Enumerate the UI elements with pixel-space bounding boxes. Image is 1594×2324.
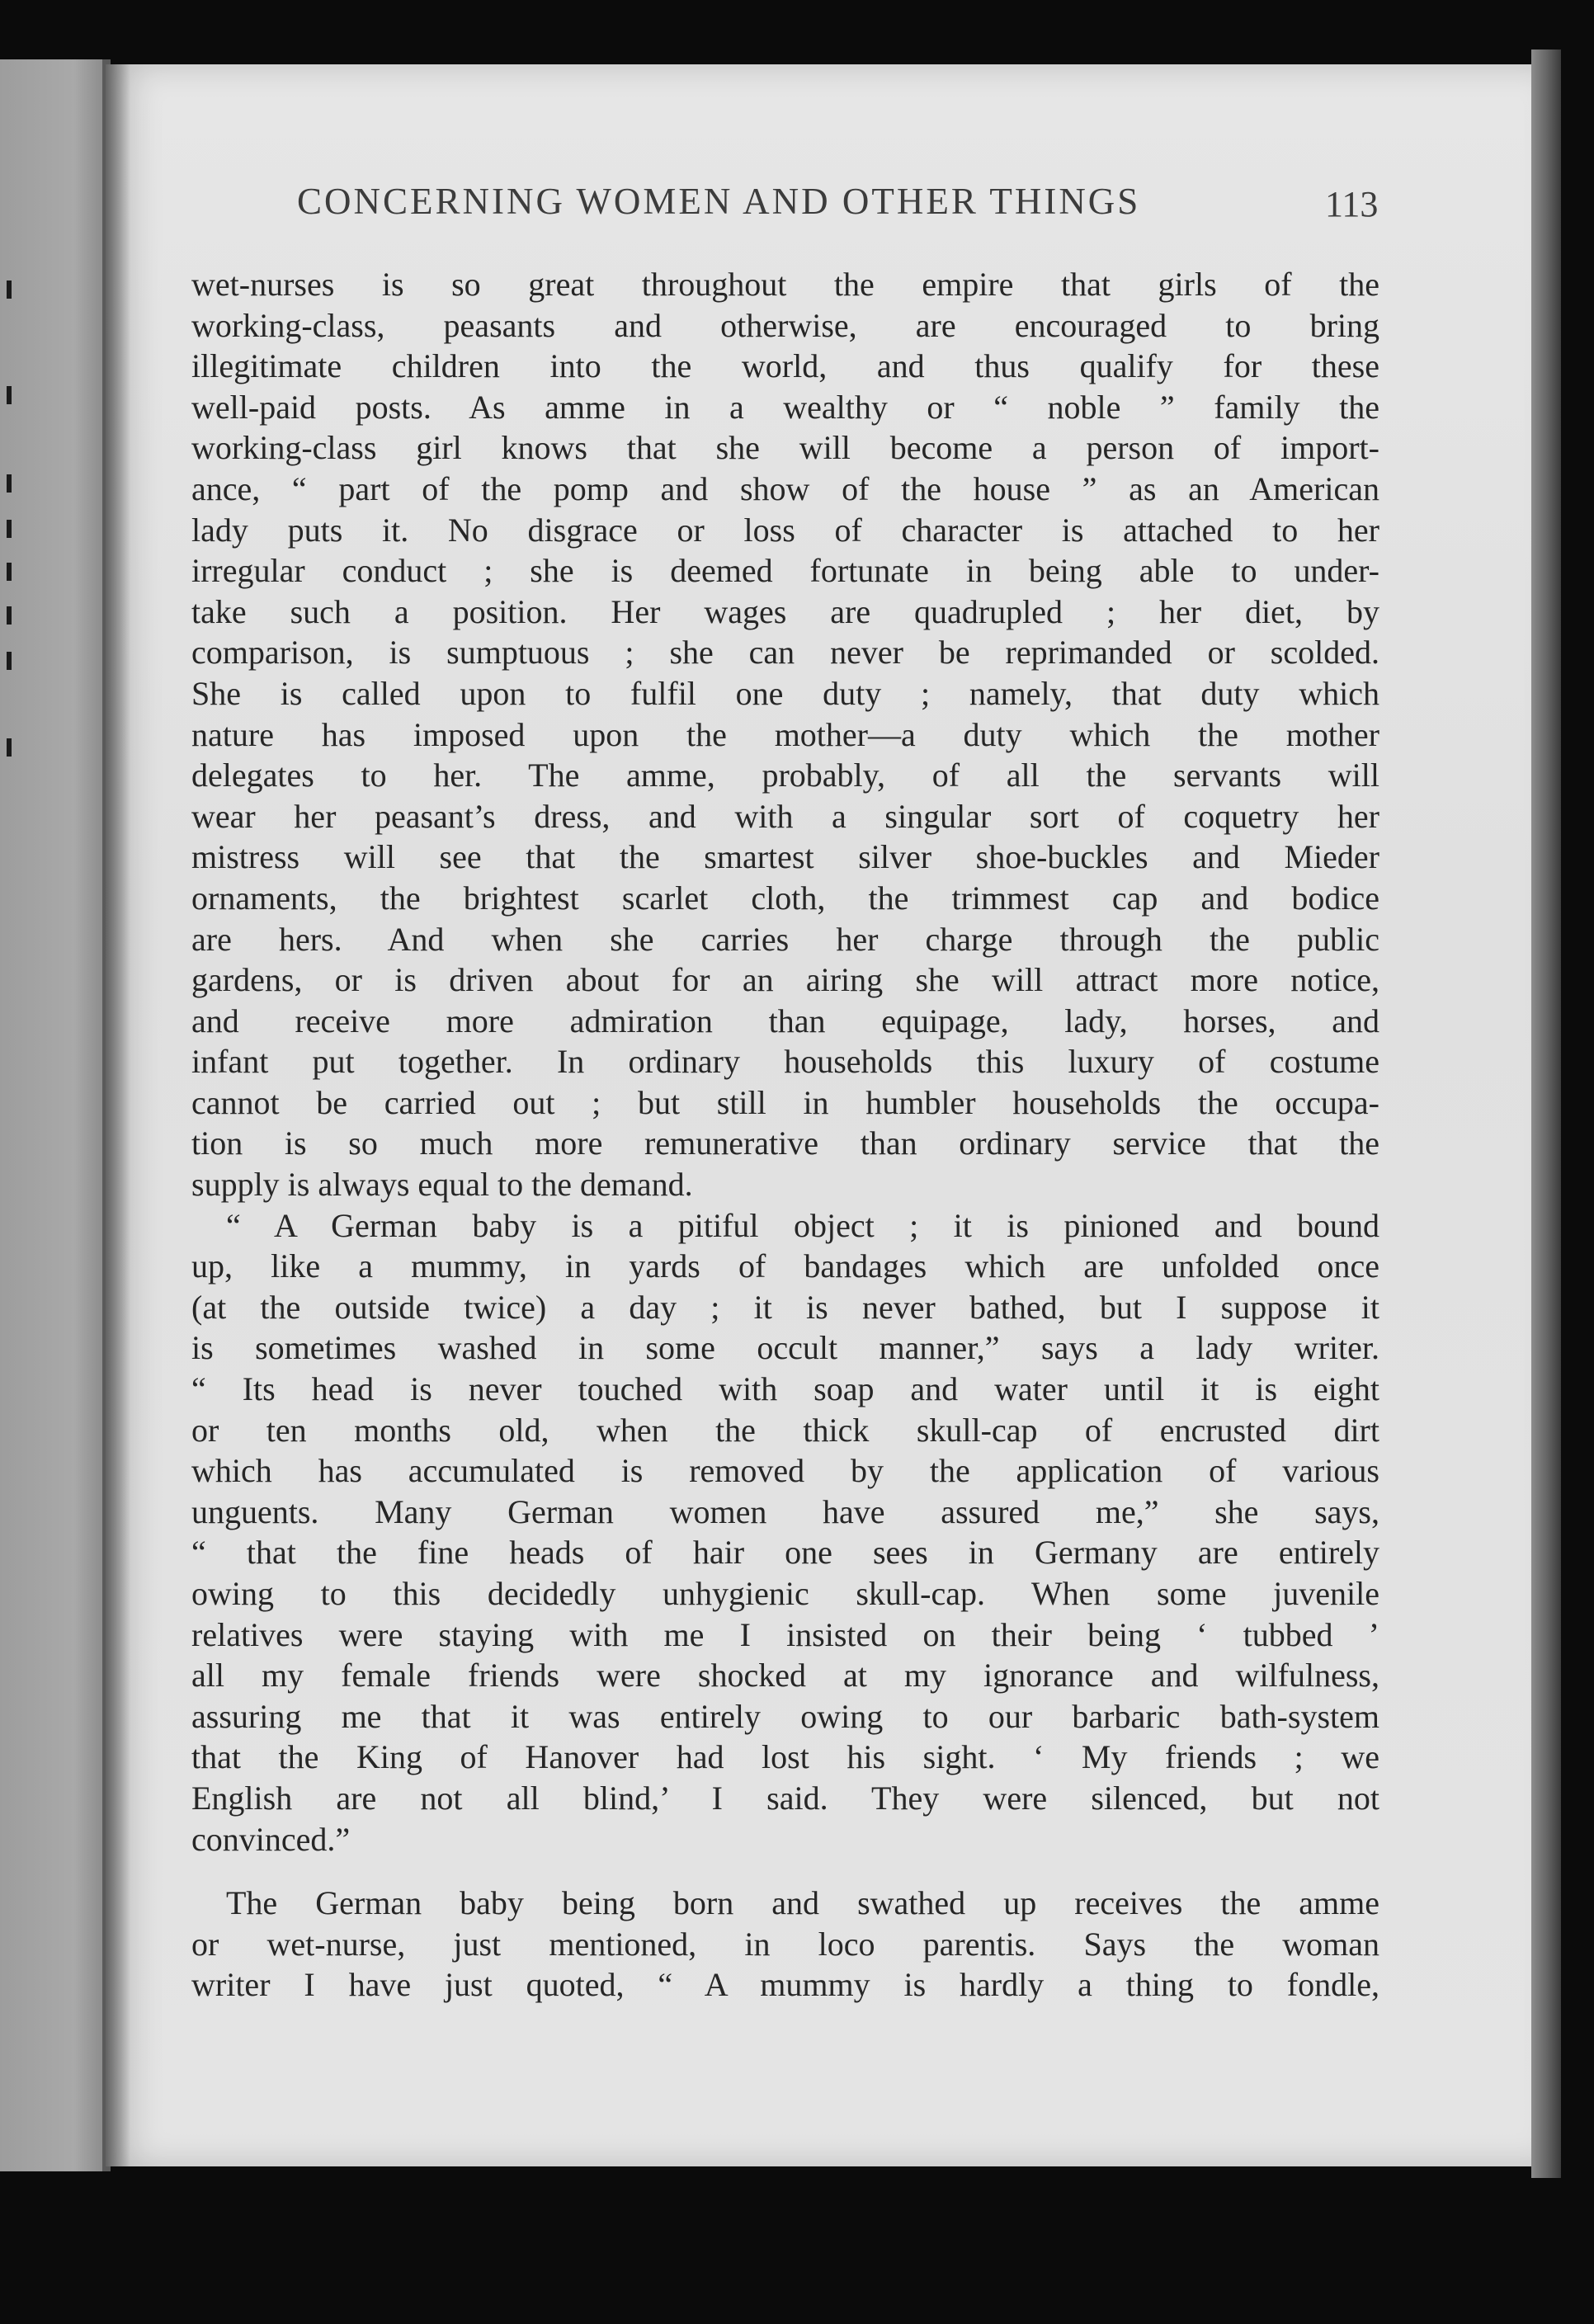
text-line: wear her peasant’s dress, and with a singular sort of coquetry her [191,797,1379,835]
text-line: that the King of Hanover had lost his sight. ‘ My friends ; we [191,1738,1379,1776]
text-line: cannot be carried out ; but still in humbler households the occupa- [191,1083,1379,1121]
text-line: and receive more admiration than equipage, lady, horses, and [191,1002,1379,1039]
text-line: infant put together. In ordinary households this luxury of costume [191,1043,1379,1081]
text-fragment [7,386,12,404]
text-line: is sometimes washed in some occult manner,” says a lady writer. [191,1329,1379,1367]
text-line: English are not all blind,’ I said. They were silenced, but not [191,1779,1379,1817]
text-fragment [7,606,12,625]
text-line: “ A German baby is a pitiful object ; it is pinioned and bound [226,1206,1379,1244]
text-line: comparison, is sumptuous ; she can never be reprimanded or scolded. [191,634,1379,672]
text-line: tion is so much more remunerative than ordinary service that the [191,1124,1379,1162]
text-fragment [7,652,12,670]
facing-page-edge [0,59,106,2171]
text-line: working-class girl knows that she will become a person of import- [191,429,1379,467]
text-line: assuring me that it was entirely owing to our barbaric bath-system [191,1697,1379,1735]
page-stack-edge [1531,49,1561,2178]
text-line: nature has imposed upon the mother—a duty which the mother [191,715,1379,753]
running-header: CONCERNING WOMEN AND OTHER THINGS [297,181,1141,222]
spine-shadow [106,64,130,2166]
text-fragment [7,738,12,757]
text-line: irregular conduct ; she is deemed fortunate in being able to under- [191,552,1379,590]
text-line: or wet-nurse, just mentioned, in loco parentis. Says the woman [191,1925,1379,1963]
paragraph [191,264,1379,1205]
text-fragment [7,520,12,538]
text-line: owing to this decidedly unhygienic skull-cap. When some juvenile [191,1575,1379,1612]
text-line: delegates to her. The amme, probably, of all the servants will [191,757,1379,794]
text-line: all my female friends were shocked at my ignorance and wilfulness, [191,1657,1379,1695]
text-fragment [7,280,12,299]
text-line: “ that the fine heads of hair one sees in Germany are entirely [191,1534,1379,1572]
text-line: wet-nurses is so great throughout the empire that girls of the [191,266,1379,303]
text-line: unguents. Many German women have assured me,” she says, [191,1492,1379,1530]
text-line: supply is always equal to the demand. [191,1166,693,1204]
text-line: writer I have just quoted, “ A mummy is hardly a thing to fondle, [191,1966,1379,2004]
body-text [191,264,1379,2006]
text-line: convinced.” [191,1820,351,1858]
text-line: ance, “ part of the pomp and show of the house ” as an American [191,469,1379,507]
text-line: working-class, peasants and otherwise, are encouraged to bring [191,306,1379,344]
text-line: up, like a mummy, in yards of bandages which are unfolded once [191,1247,1379,1285]
text-fragment [7,563,12,581]
text-line: or ten months old, when the thick skull-cap of encrusted dirt [191,1411,1379,1449]
text-line: The German baby being born and swathed up receives the amme [226,1884,1379,1922]
paragraph [191,1205,1379,1860]
text-line: “ Its head is never touched with soap and water until it is eight [191,1370,1379,1408]
text-line: mistress will see that the smartest silver shoe-buckles and Mieder [191,838,1379,876]
text-line: ornaments, the brightest scarlet cloth, the trimmest cap and bodice [191,879,1379,917]
text-line: illegitimate children into the world, and thus qualify for these [191,347,1379,385]
page-number: 113 [1325,184,1379,224]
text-line: take such a position. Her wages are quadrupled ; her diet, by [191,592,1379,630]
text-line: relatives were staying with me I insisted on their being ‘ tubbed ’ [191,1615,1379,1653]
text-line: are hers. And when she carries her charge through the public [191,920,1379,958]
text-line: well-paid posts. As amme in a wealthy or “ noble ” family the [191,388,1379,426]
text-line: She is called upon to fulfil one duty ; namely, that duty which [191,674,1379,712]
text-line: which has accumulated is removed by the application of various [191,1452,1379,1490]
text-line: gardens, or is driven about for an airing she will attract more notice, [191,961,1379,999]
text-fragment [7,474,12,493]
text-line: lady puts it. No disgrace or loss of character is attached to her [191,511,1379,549]
text-line: (at the outside twice) a day ; it is never bathed, but I suppose it [191,1288,1379,1326]
paragraph [191,1883,1379,2006]
